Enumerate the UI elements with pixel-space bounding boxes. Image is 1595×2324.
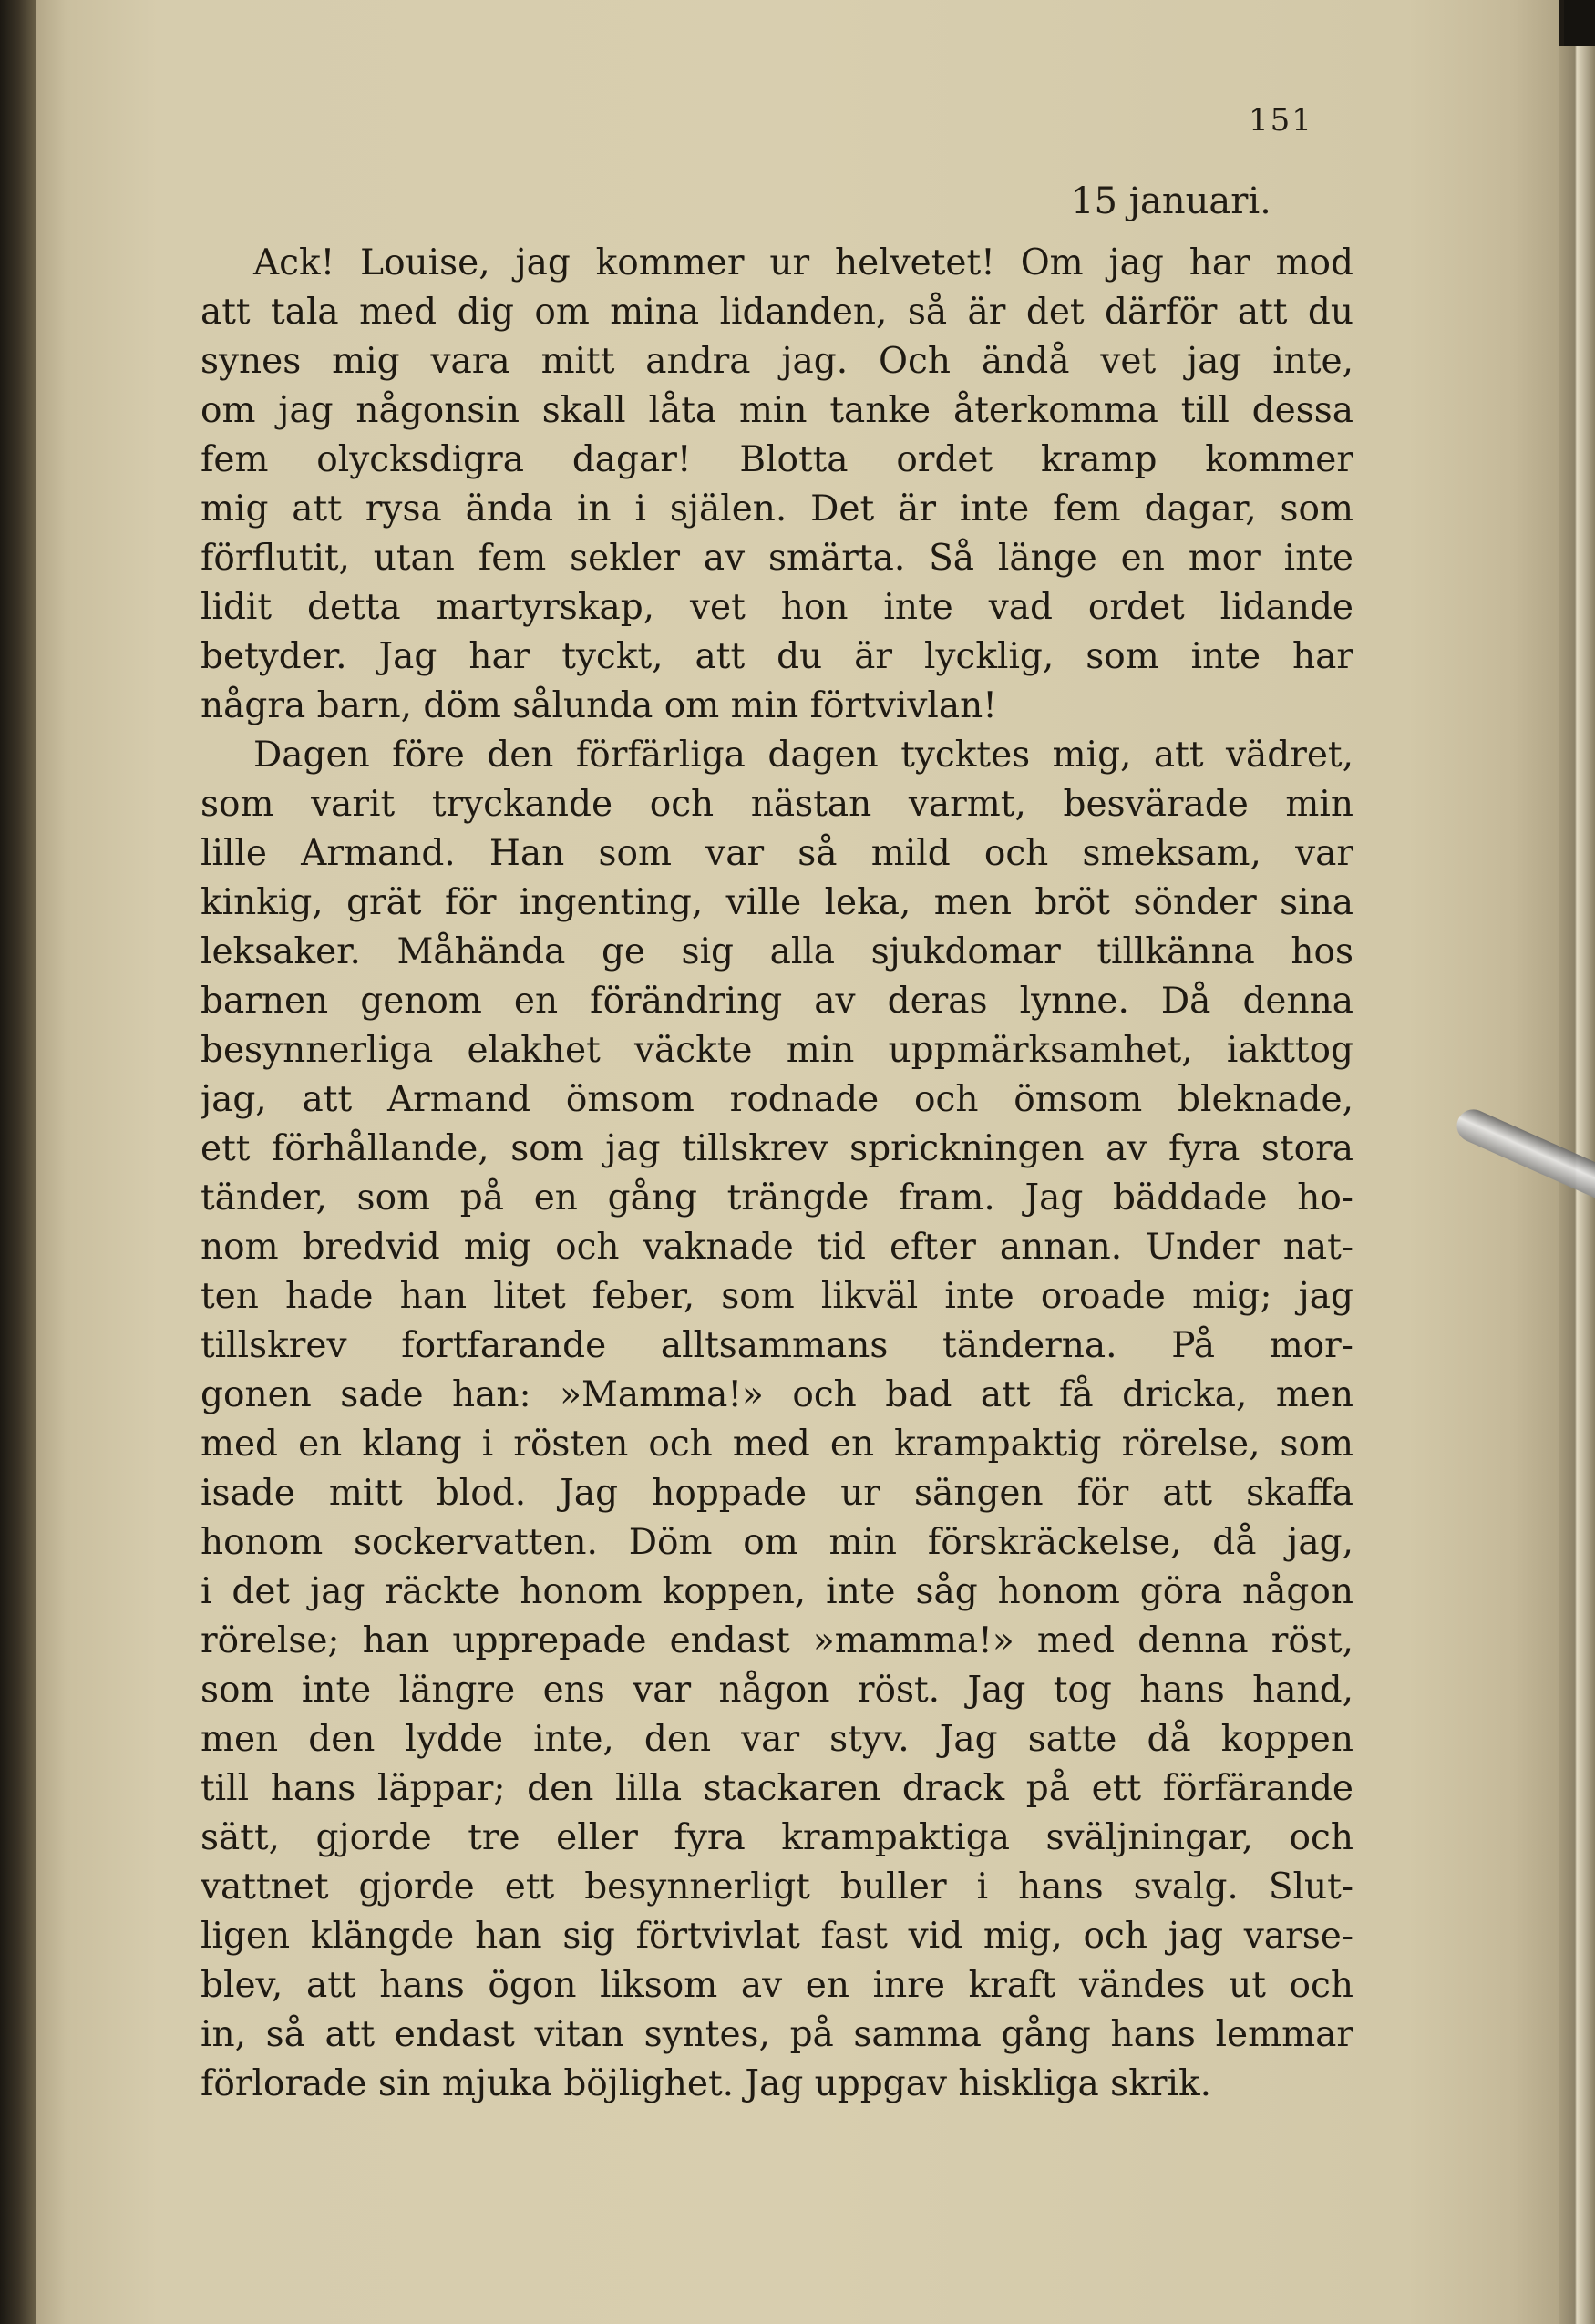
text-line: om jag någonsin skall låta min tanke återkomma till dessa <box>201 390 1353 431</box>
text-line: in, så att endast vitan syntes, på samma gång hans lemmar <box>201 2014 1353 2055</box>
page-number: 151 <box>1249 102 1313 139</box>
text-line: gonen sade han: »Mamma!» och bad att få dricka, men <box>201 1374 1353 1415</box>
text-line: i det jag räckte honom koppen, inte såg honom göra någon <box>201 1571 1353 1612</box>
text-line: några barn, döm sålunda om min förtvivlan! <box>201 685 997 726</box>
text-line: med en klang i rösten och med en krampaktig rörelse, som <box>201 1424 1353 1465</box>
text-line: som varit tryckande och nästan varmt, besvärade min <box>201 784 1353 825</box>
text-line: rörelse; han upprepade endast »mamma!» med denna röst, <box>201 1620 1353 1661</box>
page-corner-shadow <box>1564 0 1595 46</box>
text-line: Dagen före den förfärliga dagen tycktes mig, att vädret, <box>253 735 1353 776</box>
text-line: tänder, som på en gång trängde fram. Jag bäddade ho- <box>201 1177 1353 1219</box>
text-line: att tala med dig om mina lidanden, så är det därför att du <box>201 292 1353 333</box>
text-line: lidit detta martyrskap, vet hon inte vad ordet lidande <box>201 587 1353 628</box>
text-line: mig att rysa ända in i själen. Det är inte fem dagar, som <box>201 488 1353 530</box>
text-line: besynnerliga elakhet väckte min uppmärksamhet, iakttog <box>201 1030 1353 1071</box>
text-line: isade mitt blod. Jag hoppade ur sängen för att skaffa <box>201 1473 1353 1514</box>
text-line: barnen genom en förändring av deras lynne. Då denna <box>201 981 1353 1022</box>
text-line: ten hade han litet feber, som likväl inte oroade mig; jag <box>201 1276 1353 1317</box>
text-line: förflutit, utan fem sekler av smärta. Så länge en mor inte <box>201 538 1353 579</box>
book-spine <box>0 0 36 2324</box>
text-line: leksaker. Måhända ge sig alla sjukdomar tillkänna hos <box>201 931 1353 972</box>
text-line: ett förhållande, som jag tillskrev sprickningen av fyra stora <box>201 1128 1353 1169</box>
text-line: men den lydde inte, den var styv. Jag satte då koppen <box>201 1719 1353 1760</box>
text-line: jag, att Armand ömsom rodnade och ömsom bleknade, <box>201 1079 1353 1120</box>
text-line: som inte längre ens var någon röst. Jag tog hans hand, <box>201 1670 1353 1711</box>
text-line: kinkig, grät för ingenting, ville leka, men bröt sönder sina <box>201 882 1353 923</box>
text-line: fem olycksdigra dagar! Blotta ordet kramp kommer <box>201 439 1353 480</box>
text-line: ligen klängde han sig förtvivlat fast vid mig, och jag varse- <box>201 1916 1353 1957</box>
body-text <box>201 239 1353 2109</box>
text-line: förlorade sin mjuka böjlighet. Jag uppgav hiskliga skrik. <box>201 2063 1211 2104</box>
text-line: synes mig vara mitt andra jag. Och ändå vet jag inte, <box>201 341 1353 382</box>
text-line: till hans läppar; den lilla stackaren drack på ett förfärande <box>201 1768 1353 1809</box>
text-line: blev, att hans ögon liksom av en inre kraft vändes ut och <box>201 1965 1353 2006</box>
text-line: nom bredvid mig och vaknade tid efter annan. Under nat- <box>201 1227 1353 1268</box>
text-line: lille Armand. Han som var så mild och smeksam, var <box>201 833 1353 874</box>
text-line: sätt, gjorde tre eller fyra krampaktiga sväljningar, och <box>201 1817 1353 1858</box>
text-line: tillskrev fortfarande alltsammans tänderna. På mor- <box>201 1325 1353 1366</box>
text-line: honom sockervatten. Döm om min förskräckelse, då jag, <box>201 1522 1353 1563</box>
text-line: vattnet gjorde ett besynnerligt buller i hans svalg. Slut- <box>201 1866 1353 1908</box>
text-line: Ack! Louise, jag kommer ur helvetet! Om jag har mod <box>253 242 1353 283</box>
text-line: betyder. Jag har tyckt, att du är lycklig, som inte har <box>201 636 1353 677</box>
letter-date: 15 januari. <box>1071 180 1271 222</box>
